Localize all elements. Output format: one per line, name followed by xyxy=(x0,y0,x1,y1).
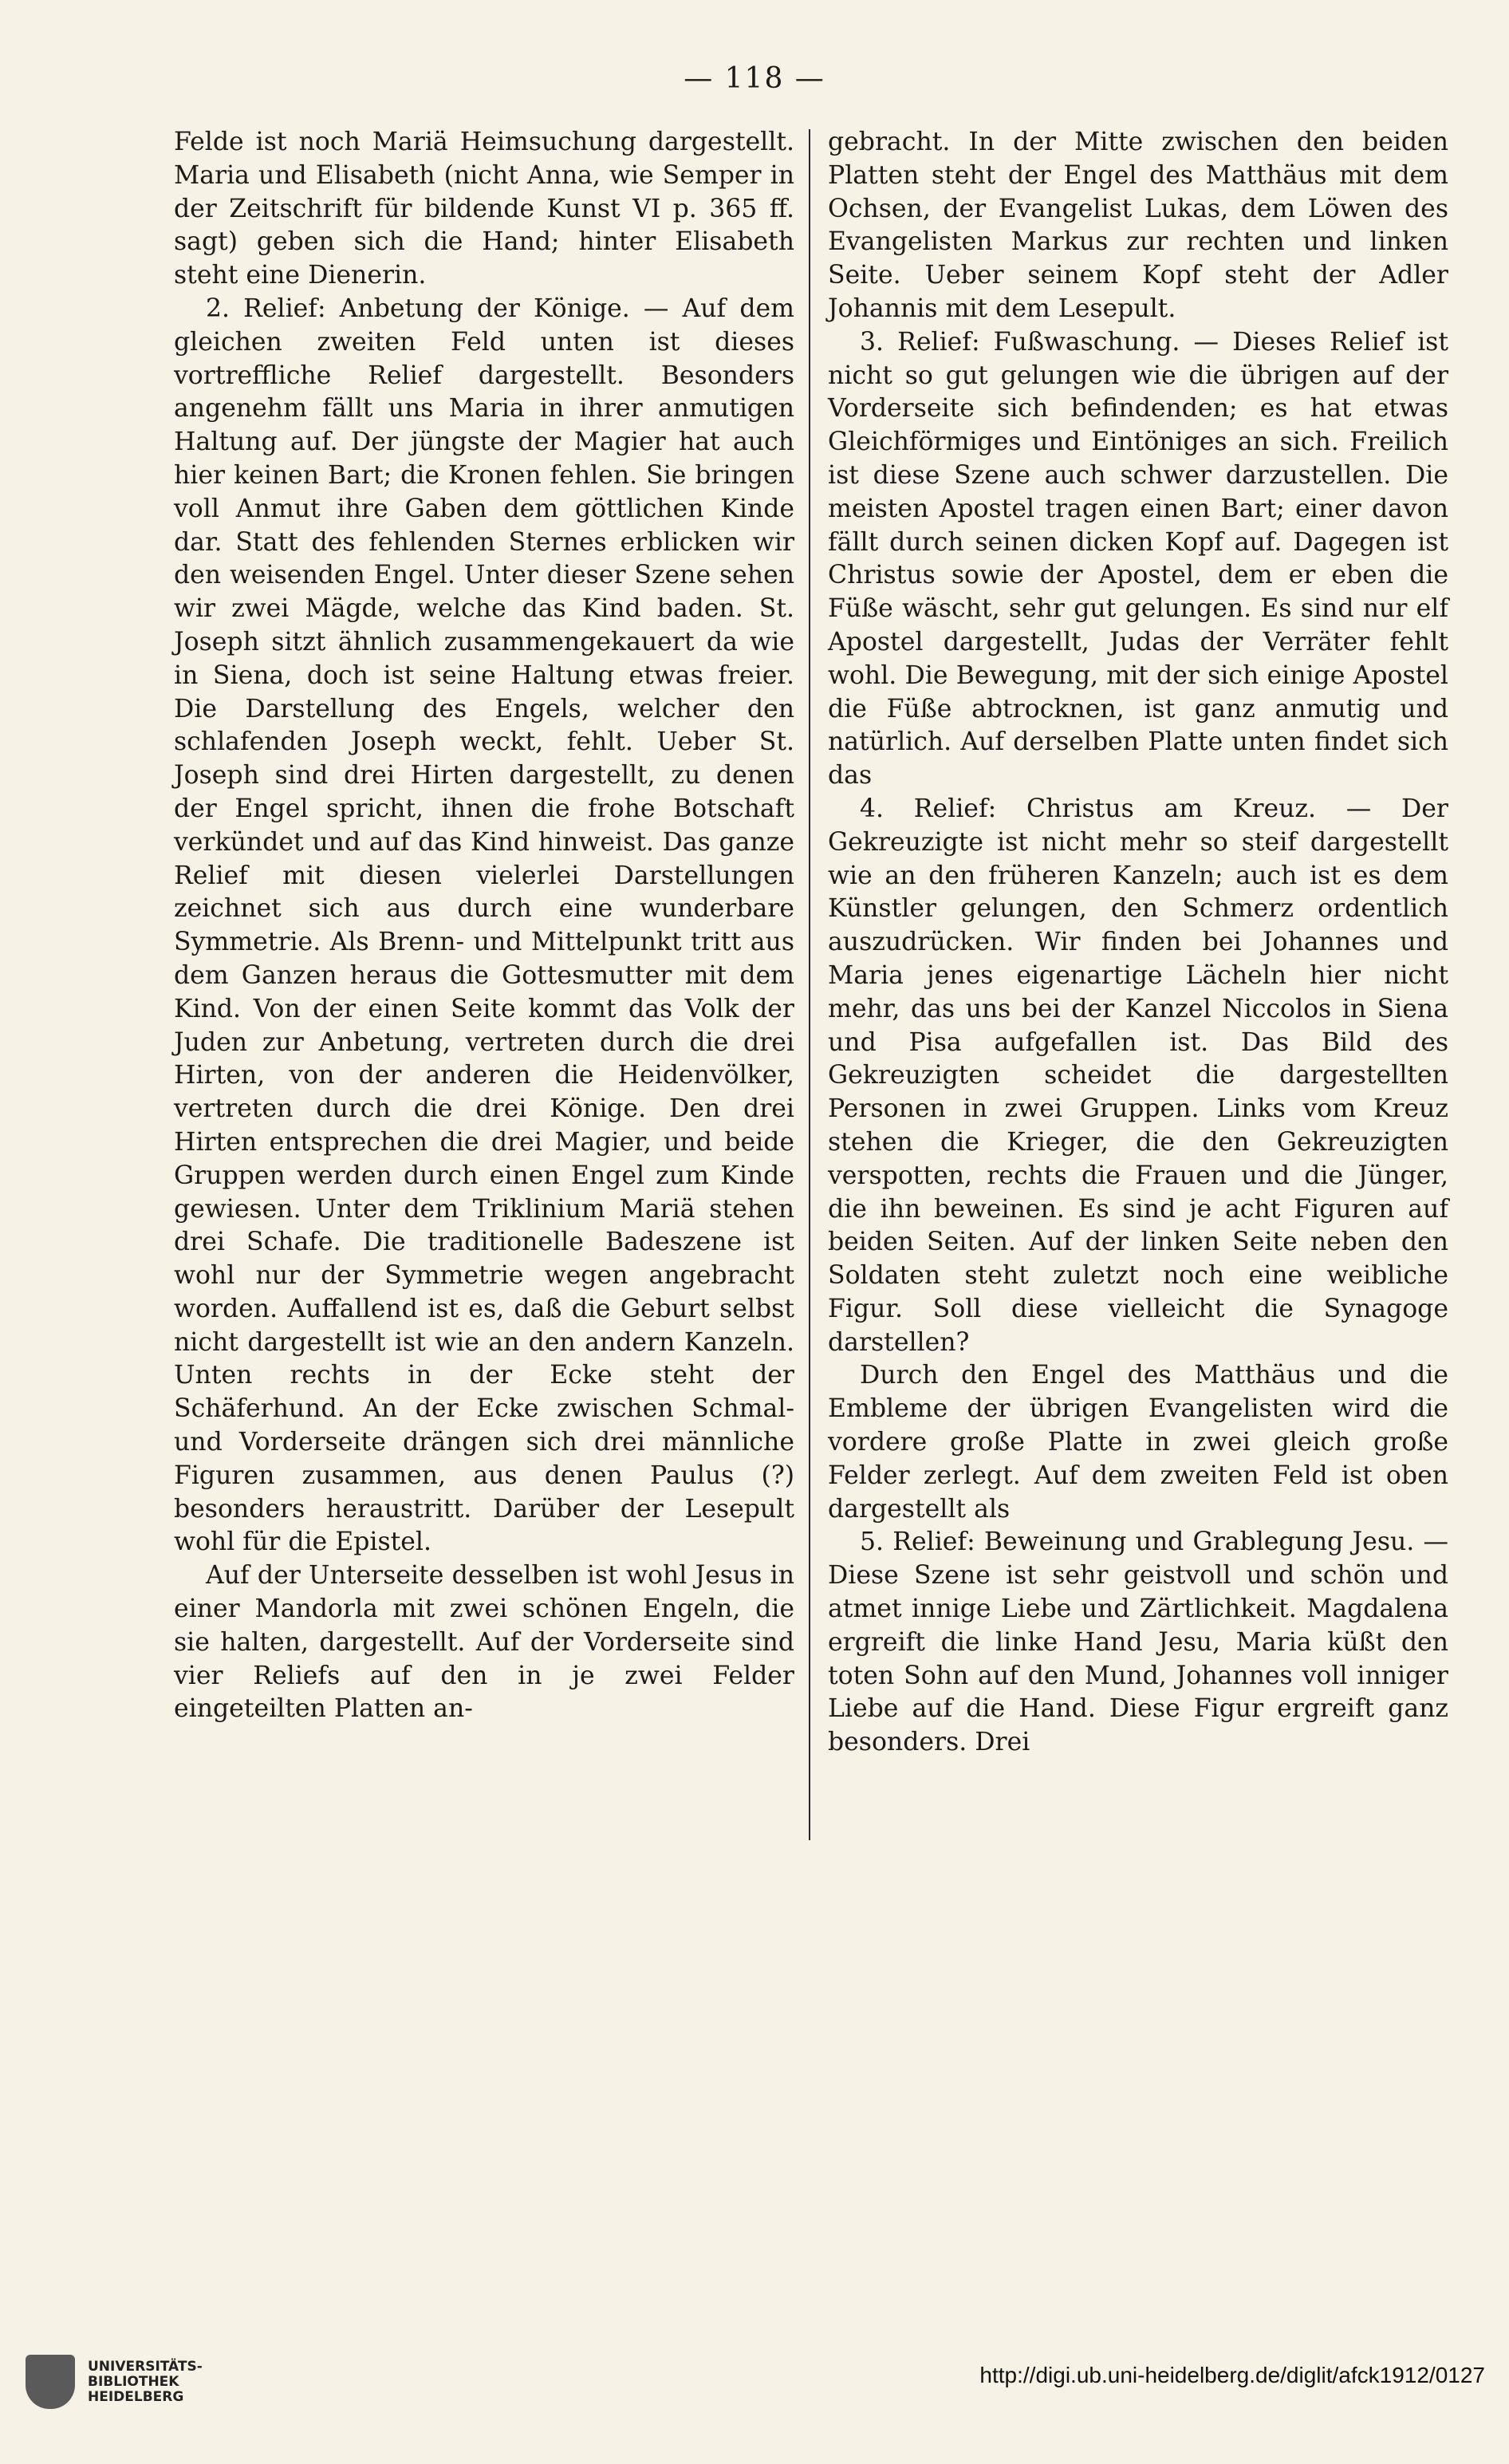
paragraph: Durch den Engel des Matthäus und die Embleme der übrigen Evangelisten wird die vordere große Platte in zwei gleich große Felder zerlegt. Auf dem zweiten Feld ist oben dargestellt als xyxy=(828,1361,1448,1524)
library-seal-icon xyxy=(26,2355,75,2409)
paragraph: 3. Relief: Fußwaschung. — Dieses Relief ist nicht so gut gelungen wie die übrigen auf der Vorderseite sich befindenden; es hat etwas Gleichförmiges und Eintöniges an sich. Freilich ist diese Szene auch schwer darzustellen. Die meisten Apostel tragen einen Bart; einer davon fällt durch seinen dicken Kopf auf. Dagegen ist Christus sowie der Apostel, dem er eben die Füße wäscht, sehr gut gelungen. Es sind nur elf Apostel dargestellt, Judas der Verräter fehlt wohl. Die Bewegung, mit der sich einige Apostel die Füße abtrocknen, ist ganz anmutig und natürlich. Auf derselben Platte unten findet sich das xyxy=(828,327,1448,790)
right-column xyxy=(828,126,1448,1760)
paragraph: gebracht. In der Mitte zwischen den beiden Platten steht der Engel des Matthäus mit dem Ochsen, der Evangelist Lukas, dem Löwen des Evangelisten Markus zur rechten und linken Seite. Ueber seinem Kopf steht der Adler Johannis mit dem Lesepult. xyxy=(828,128,1448,323)
paragraph: Felde ist noch Mariä Heimsuchung dargestellt. Maria und Elisabeth (nicht Anna, wie Semper in der Zeitschrift für bildende Kunst VI p. 365 ff. sagt) geben sich die Hand; hinter Elisabeth steht eine Dienerin. xyxy=(174,128,794,290)
paragraph: 5. Relief: Beweinung und Grablegung Jesu. — Diese Szene ist sehr geistvoll und schön und atmet innige Liebe und Zärtlichkeit. Magdalena ergreift die linke Hand Jesu, Maria küßt den toten Sohn auf den Mund, Johannes voll inniger Liebe auf die Hand. Diese Figur ergreift ganz besonders. Drei xyxy=(828,1528,1448,1757)
page-number: — 118 — xyxy=(684,62,825,95)
left-column xyxy=(174,126,794,1726)
logo-line-3: HEIDELBERG xyxy=(88,2389,184,2405)
source-url[interactable]: http://digi.ub.uni-heidelberg.de/diglit/afck1912/0127 xyxy=(979,2363,1485,2387)
column-divider xyxy=(809,129,810,1840)
paragraph: 4. Relief: Christus am Kreuz. — Der Gekreuzigte ist nicht mehr so steif dargestellt wie an den früheren Kanzeln; auch ist es dem Künstler gelungen, den Schmerz ordentlich auszudrücken. Wir finden bei Johannes und Maria jenes eigenartige Lächeln hier nicht mehr, das uns bei der Kanzel Niccolos in Siena und Pisa aufgefallen ist. Das Bild des Gekreuzigten scheidet die dargestellten Personen in zwei Gruppen. Links vom Kreuz stehen die Krieger, die den Gekreuzigten verspotten, rechts die Frauen und die Jünger, die ihn beweinen. Es sind je acht Figuren auf beiden Seiten. Auf der linken Seite neben den Soldaten steht zuletzt noch eine weibliche Figur. Soll diese vielleicht die Synagoge darstellen? xyxy=(828,794,1448,1357)
paragraph: 2. Relief: Anbetung der Könige. — Auf dem gleichen zweiten Feld unten ist dieses vortreffliche Relief dargestellt. Besonders angenehm fällt uns Maria in ihrer anmutigen Haltung auf. Der jüngste der Magier hat auch hier keinen Bart; die Kronen fehlen. Sie bringen voll Anmut ihre Gaben dem göttlichen Kinde dar. Statt des fehlenden Sternes erblicken wir den weisenden Engel. Unter dieser Szene sehen wir zwei Mägde, welche das Kind baden. St. Joseph sitzt ähnlich zusammengekauert da wie in Siena, doch ist seine Haltung etwas freier. Die Darstellung des Engels, welcher den schlafenden Joseph weckt, fehlt. Ueber St. Joseph sind drei Hirten dargestellt, zu denen der Engel spricht, ihnen die frohe Botschaft verkündet und auf das Kind hinweist. Das ganze Relief mit diesen vielerlei Darstellungen zeichnet sich aus durch eine wunderbare Symmetrie. Als Brenn- und Mittelpunkt tritt aus dem Ganzen heraus die Gottesmutter mit dem Kind. Von der einen Seite kommt das Volk der Juden zur Anbetung, vertreten durch die drei Hirten, von der anderen die Heidenvölker, vertreten durch die drei Könige. Den drei Hirten entsprechen die drei Magier, und beide Gruppen werden durch einen Engel zum Kinde gewiesen. Unter dem Triklinium Mariä stehen drei Schafe. Die traditionelle Badeszene ist wohl nur der Symmetrie wegen angebracht worden. Auffallend ist es, daß die Geburt selbst nicht dargestellt ist wie an den andern Kanzeln. Unten rechts in der Ecke steht der Schäferhund. An der Ecke zwischen Schmal- und Vorderseite drängen sich drei männliche Figuren zusammen, aus denen Paulus (?) besonders heraustritt. Darüber der Lesepult wohl für die Epistel. xyxy=(174,294,794,1557)
logo-line-1: UNIVERSITÄTS- xyxy=(88,2359,203,2375)
paragraph: Auf der Unterseite desselben ist wohl Jesus in einer Mandorla mit zwei schönen Engeln, die sie halten, dargestellt. Auf der Vorderseite sind vier Reliefs auf den in je zwei Felder eingeteilten Platten an- xyxy=(174,1561,794,1724)
logo-line-2: BIBLIOTHEK xyxy=(88,2374,179,2390)
library-logo-text xyxy=(88,2360,203,2405)
library-logo xyxy=(26,2336,265,2431)
